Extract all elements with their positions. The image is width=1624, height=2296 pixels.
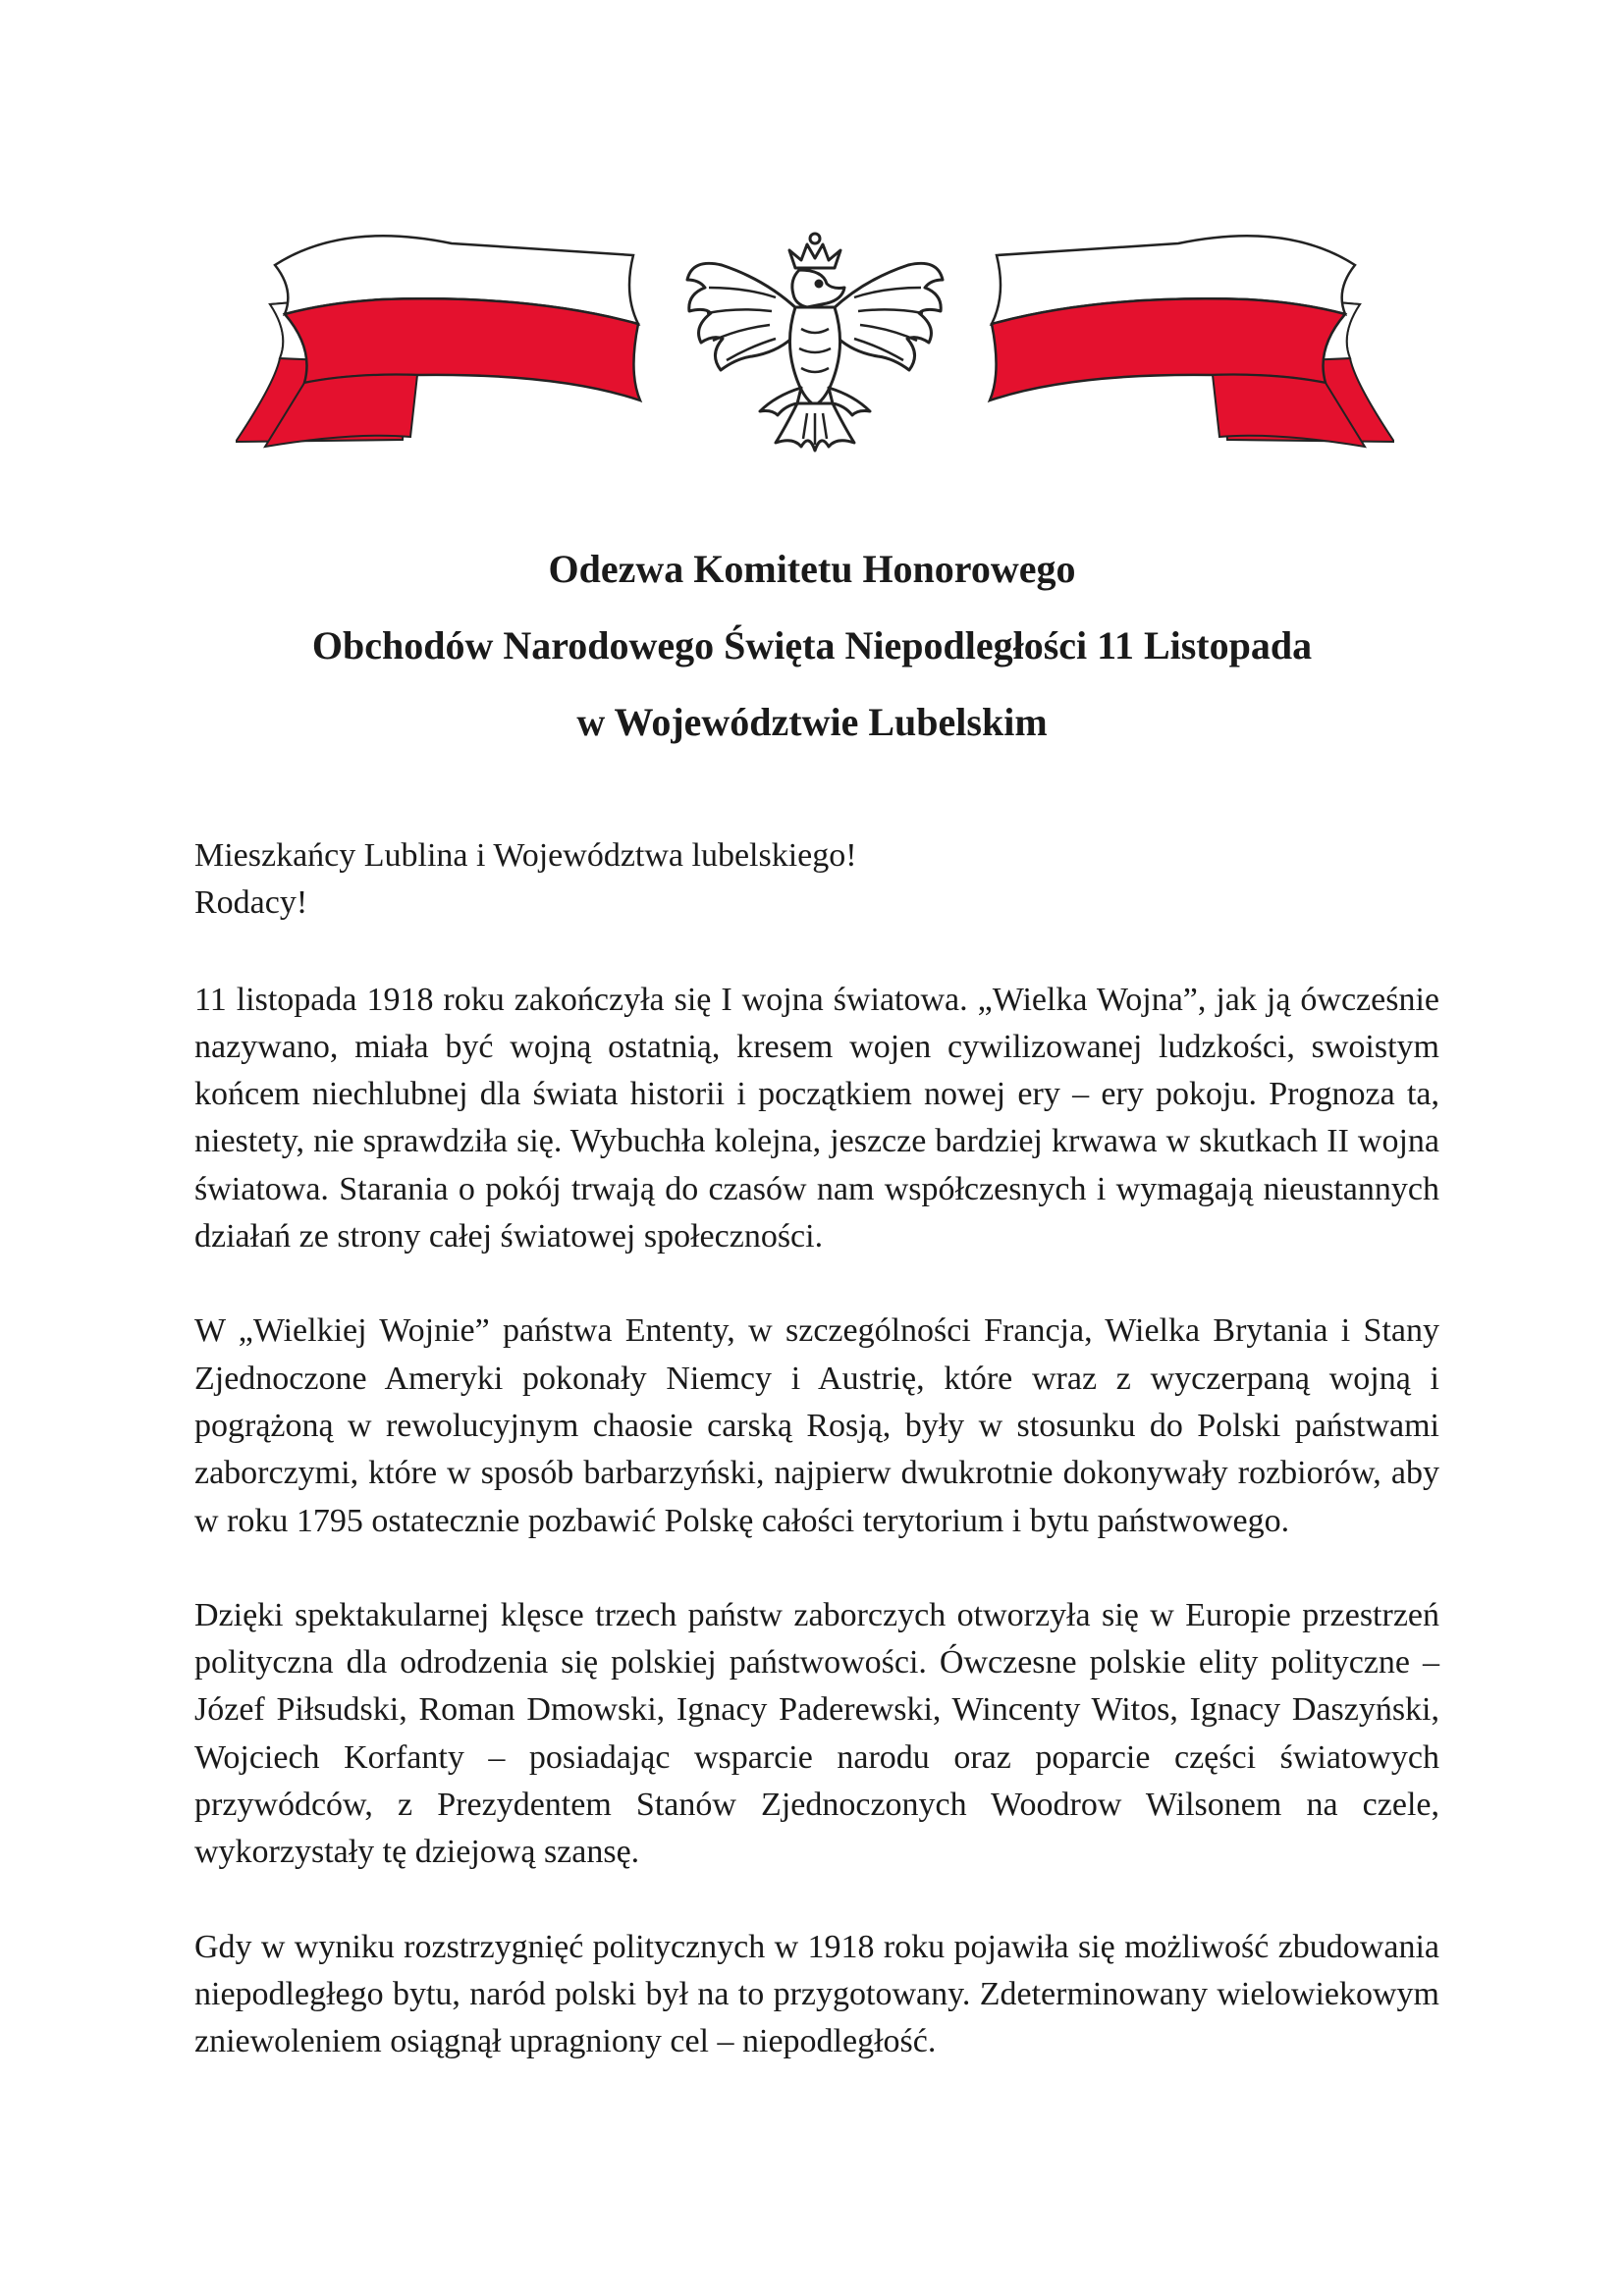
polish-eagle-icon	[687, 234, 943, 451]
document-body	[194, 832, 1439, 2066]
paragraph-1: 11 listopada 1918 roku zakończyła się I wojna światowa. „Wielka Wojna”, jak ją ówcześnie nazywano, miała być wojną ostatnią, kresem wojen cywilizowanej ludzkości, swoistym końcem niechlubnej dla świata historii i początkiem nowej ery – ery pokoju. Prognoza ta, niestety, nie sprawdziła się. Wybuchła kolejna, jeszcze bardziej krwawa w skutkach II wojna światowa. Starania o pokój trwają do czasów nam współczesnych i wymagają nieustannych działań ze strony całej światowej społeczności.	[194, 981, 1439, 1255]
document-title	[0, 547, 1624, 744]
ribbon-left-icon	[236, 236, 640, 447]
ribbon-right-icon	[990, 236, 1394, 447]
title-line-3: w Województwie Lubelskim	[576, 700, 1048, 744]
paragraph-3: Dzięki spektakularnej klęsce trzech państw zaborczych otworzyła się w Europie przestrzeń polityczna dla odrodzenia się polskiej państwowości. Ówczesne polskie elity polityczne – Józef Piłsudski, Roman Dmowski, Ignacy Paderewski, Wincenty Witos, Ignacy Daszyński, Wojciech Korfanty – posiadając wsparcie narodu oraz poparcie części światowych przywódców, z Prezydentem Stanów Zjednoczonych Woodrow Wilsonem na czele, wykorzystały tę dziejową szansę.	[194, 1596, 1439, 1871]
title-line-2: Obchodów Narodowego Święta Niepodległości 11 Listopada	[311, 623, 1313, 667]
title-line-1: Odezwa Komitetu Honorowego	[548, 547, 1076, 591]
greeting-line-1: Mieszkańcy Lublina i Województwa lubelskiego!	[194, 837, 857, 874]
header-emblem-banner	[236, 226, 1394, 471]
greeting	[194, 832, 1439, 928]
greeting-line-2: Rodacy!	[194, 884, 308, 922]
paragraph-2: W „Wielkiej Wojnie” państwa Ententy, w szczególności Francja, Wielka Brytania i Stany Zjednoczone Ameryki pokonały Niemcy i Austrię, które wraz z wyczerpaną wojną i pogrążoną w rewolucyjnym chaosie carską Rosją, były w stosunku do Polski państwami zaborczymi, które w sposób barbarzyński, najpierw dwukrotnie dokonywały rozbiorów, aby w roku 1795 ostatecznie pozbawić Polskę całości terytorium i bytu państwowego.	[194, 1312, 1439, 1539]
paragraph-4: Gdy w wyniku rozstrzygnięć politycznych w 1918 roku pojawiła się możliwość zbudowania niepodległego bytu, naród polski był na to przygotowany. Zdeterminowany wielowiekowym zniewoleniem osiągnął upragniony cel – niepodległość.	[194, 1928, 1439, 2060]
